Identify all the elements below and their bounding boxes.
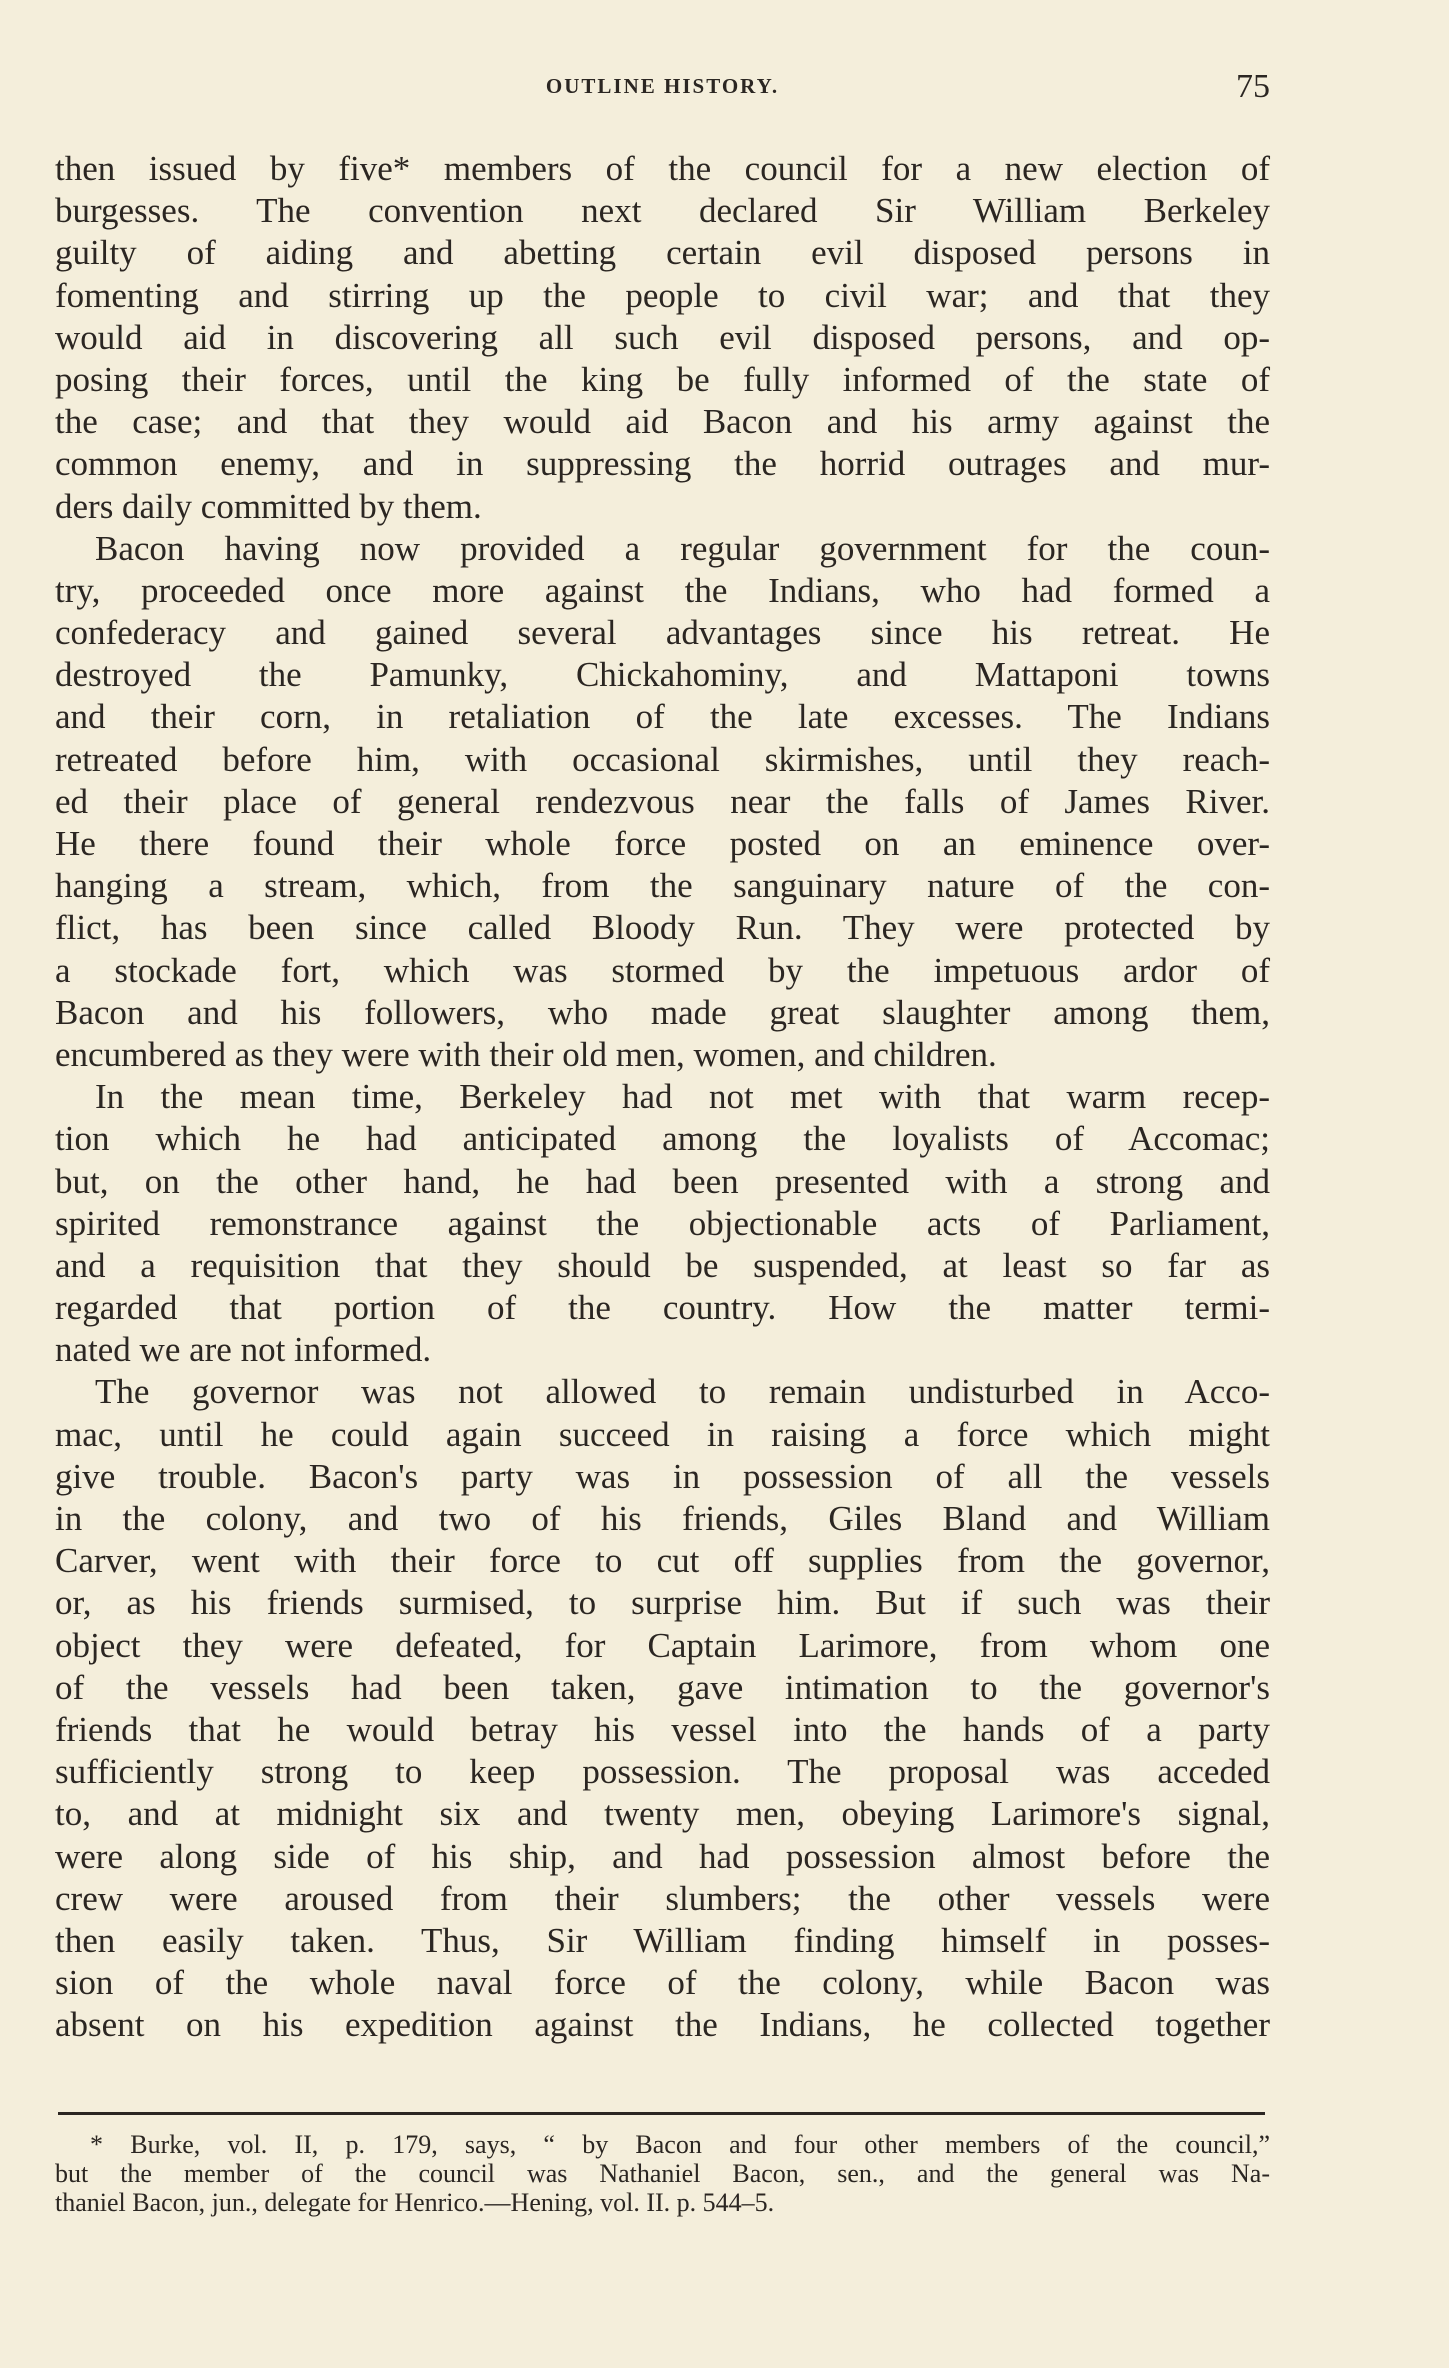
body-line: give trouble. Bacon's party was in possession of all the vessels	[55, 1456, 1270, 1496]
body-line: but, on the other hand, he had been presented with a strong and	[55, 1161, 1270, 1201]
body-line: posing their forces, until the king be fully informed of the state of	[55, 359, 1270, 399]
body-line: absent on his expedition against the Indians, he collected together	[55, 2005, 1270, 2045]
body-line: and their corn, in retaliation of the late excesses. The Indians	[55, 697, 1270, 737]
body-line: Carver, went with their force to cut off supplies from the governor,	[55, 1541, 1270, 1581]
body-text	[55, 148, 1270, 2046]
body-line: nated we are not informed.	[55, 1330, 432, 1370]
body-line: of the vessels had been taken, gave intimation to the governor's	[55, 1667, 1270, 1707]
body-line: tion which he had anticipated among the loyalists of Accomac;	[55, 1119, 1270, 1159]
body-line: crew were aroused from their slumbers; the other vessels were	[55, 1878, 1270, 1918]
body-line: regarded that portion of the country. How the matter termi-	[55, 1288, 1270, 1328]
running-head	[55, 68, 1270, 108]
footnote-line: * Burke, vol. II, p. 179, says, “ by Bacon and four other members of the council,”	[90, 2130, 1270, 2159]
body-line: Bacon having now provided a regular government for the coun-	[95, 528, 1270, 568]
body-line: try, proceeded once more against the Indians, who had formed a	[55, 570, 1270, 610]
body-line: Bacon and his followers, who made great slaughter among them,	[55, 992, 1270, 1032]
page-number: 75	[1236, 68, 1270, 105]
body-line: were along side of his ship, and had possession almost before the	[55, 1836, 1270, 1876]
body-line: sufficiently strong to keep possession. The proposal was acceded	[55, 1752, 1270, 1792]
body-line: a stockade fort, which was stormed by the impetuous ardor of	[55, 950, 1270, 990]
body-line: and a requisition that they should be suspended, at least so far as	[55, 1245, 1270, 1285]
body-line: confederacy and gained several advantages since his retreat. He	[55, 613, 1270, 653]
body-line: the case; and that they would aid Bacon and his army against the	[55, 402, 1270, 442]
body-line: ders daily committed by them.	[55, 486, 482, 526]
body-line: hanging a stream, which, from the sanguinary nature of the con-	[55, 866, 1270, 906]
body-line: retreated before him, with occasional skirmishes, until they reach-	[55, 739, 1270, 779]
body-line: He there found their whole force posted on an eminence over-	[55, 824, 1270, 863]
body-line: guilty of aiding and abetting certain evil disposed persons in	[55, 233, 1270, 273]
body-line: spirited remonstrance against the objectionable acts of Parliament,	[55, 1203, 1270, 1243]
footnote-line: but the member of the council was Nathaniel Bacon, sen., and the general was Na-	[55, 2159, 1270, 2188]
body-line: flict, has been since called Bloody Run. They were protected by	[55, 908, 1270, 948]
body-line: common enemy, and in suppressing the horrid outrages and mur-	[55, 444, 1270, 484]
body-line: then easily taken. Thus, Sir William finding himself in posses-	[55, 1920, 1270, 1960]
body-line: The governor was not allowed to remain undisturbed in Acco-	[95, 1372, 1270, 1412]
footnote-rule	[58, 2112, 1265, 2115]
body-line: to, and at midnight six and twenty men, obeying Larimore's signal,	[55, 1794, 1270, 1834]
body-line: friends that he would betray his vessel into the hands of a party	[55, 1709, 1270, 1749]
body-line: ed their place of general rendezvous near the falls of James River.	[55, 781, 1270, 821]
body-line: In the mean time, Berkeley had not met with that warm recep-	[95, 1077, 1270, 1117]
body-line: encumbered as they were with their old men, women, and children.	[55, 1034, 997, 1074]
body-line: or, as his friends surmised, to surprise him. But if such was their	[55, 1583, 1270, 1623]
footnote	[55, 2130, 1270, 2217]
footnote-line: thaniel Bacon, jun., delegate for Henrico.—Hening, vol. II. p. 544–5.	[55, 2188, 775, 2217]
running-title: OUTLINE HISTORY.	[545, 74, 780, 98]
body-line: in the colony, and two of his friends, Giles Bland and William	[55, 1499, 1270, 1538]
body-line: mac, until he could again succeed in raising a force which might	[55, 1414, 1270, 1454]
body-line: destroyed the Pamunky, Chickahominy, and Mattaponi towns	[55, 655, 1270, 695]
body-line: sion of the whole naval force of the colony, while Bacon was	[55, 1963, 1270, 2003]
body-line: burgesses. The convention next declared Sir William Berkeley	[55, 191, 1270, 231]
body-line: object they were defeated, for Captain Larimore, from whom one	[55, 1625, 1270, 1665]
body-line: would aid in discovering all such evil disposed persons, and op-	[55, 317, 1270, 357]
body-line: fomenting and stirring up the people to civil war; and that they	[55, 275, 1270, 315]
body-line: then issued by five* members of the council for a new election of	[55, 149, 1270, 188]
